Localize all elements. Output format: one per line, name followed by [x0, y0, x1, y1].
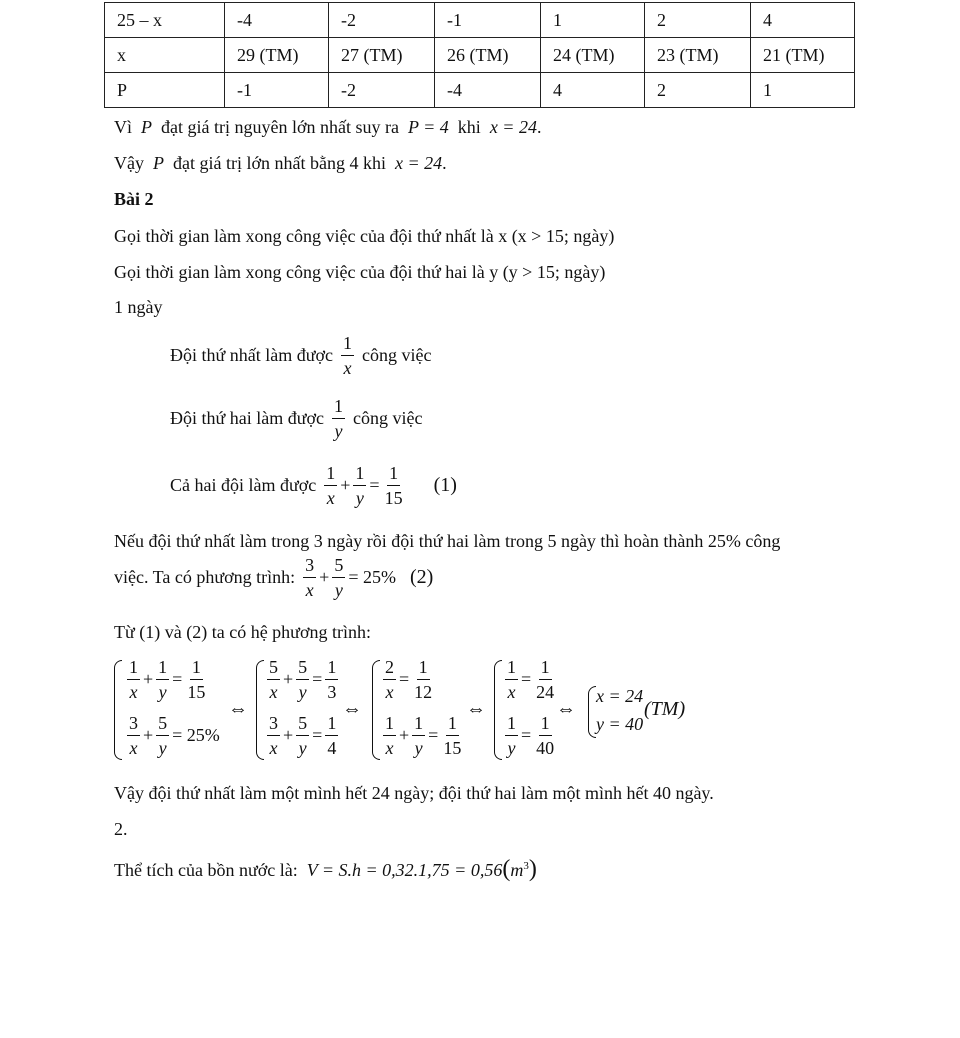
- table-cell: 27 (TM): [329, 38, 435, 73]
- fraction: $\frac{1}{y}$: [334, 396, 344, 441]
- condition-text: Nếu đội thứ nhất làm trong 3 ngày rồi đội thứ hai làm trong 5 ngày thì hoàn thành 25% công: [114, 531, 781, 551]
- table-cell: x: [105, 38, 225, 73]
- text: đạt giá trị nguyên lớn nhất suy ra: [161, 117, 399, 137]
- table-cell: -2: [329, 73, 435, 108]
- fraction: $\frac{3}{x}$: [305, 555, 315, 600]
- var-p: P: [141, 117, 152, 137]
- expr: x = 24: [394, 153, 443, 173]
- text: = 25%: [348, 567, 396, 587]
- table-row: [105, 38, 855, 73]
- one-day: 1 ngày: [114, 297, 163, 317]
- fraction: $\frac{1}{15}$: [384, 463, 403, 508]
- table-cell: 2: [645, 3, 751, 38]
- fraction: $\frac{1}{x}$: [129, 657, 138, 702]
- table-row: [105, 73, 855, 108]
- table-cell: 1: [751, 73, 855, 108]
- fraction: $\frac{3}{x}$: [129, 713, 138, 758]
- table-cell: 4: [541, 73, 645, 108]
- fraction: $\frac{2}{x}$: [385, 657, 394, 702]
- table-cell: 23 (TM): [645, 38, 751, 73]
- define-x: Gọi thời gian làm xong công việc của đội thứ nhất là x (x > 15; ngày): [114, 226, 615, 246]
- table-cell: -2: [329, 3, 435, 38]
- fraction: $\frac{1}{y}$: [158, 657, 168, 702]
- solution-y: y = 40: [596, 714, 644, 734]
- final-answer: Vậy đội thứ nhất làm một mình hết 24 ngày; đội thứ hai làm một mình hết 40 ngày.: [114, 783, 714, 803]
- fraction: $\frac{1}{x}$: [507, 657, 516, 702]
- conclusion-line-1: Vì P đạt giá trị nguyên lớn nhất suy ra P = 4 khi x = 24.: [114, 117, 542, 137]
- system4-eq2: $\frac{1}{y}$ = $\frac{1}{40}$: [507, 713, 555, 758]
- var-p: P: [153, 153, 164, 173]
- unit-exponent: 3: [523, 860, 529, 872]
- equation-systems: [114, 658, 954, 768]
- expr: x = 24: [489, 117, 537, 137]
- conclusion-line-2: Vậy P đạt giá trị lớn nhất bằng 4 khi x = 24.: [114, 153, 447, 173]
- table-cell: 2: [645, 73, 751, 108]
- equivalence-arrow-icon: ⇔: [466, 698, 486, 720]
- unit: m: [510, 860, 524, 880]
- text: đạt giá trị lớn nhất bằng 4 khi: [173, 153, 386, 173]
- table-cell: 24 (TM): [541, 38, 645, 73]
- text: việc. Ta có phương trình:: [114, 567, 296, 587]
- part-2-label: 2.: [114, 819, 128, 839]
- table-cell: P: [105, 73, 225, 108]
- both-teams-rate: Cả hai đội làm được $\frac{1}{x}$ + $\frac{1}{y}$ = $\frac{1}{15}$ (1): [170, 463, 457, 508]
- brace: [114, 660, 122, 760]
- table-cell: -1: [225, 73, 329, 108]
- fraction: $\frac{1}{x}$: [343, 333, 353, 378]
- table-row: [105, 3, 855, 38]
- brace: [588, 686, 596, 738]
- expr: P = 4: [407, 117, 449, 137]
- fraction: $\frac{3}{x}$: [269, 713, 278, 758]
- brace: [494, 660, 502, 760]
- text: Cả hai đội làm được: [170, 475, 317, 495]
- text: công việc: [362, 345, 432, 365]
- text: Đội thứ nhất làm được: [170, 345, 334, 365]
- equation-label: (2): [409, 566, 434, 588]
- fraction: $\frac{5}{y}$: [298, 713, 308, 758]
- fraction: $\frac{5}{x}$: [269, 657, 278, 702]
- volume-expression: V = S.h = 0,32.1,75 = 0,56: [306, 860, 503, 880]
- brace: [256, 660, 264, 760]
- equivalence-arrow-icon: ⇔: [556, 698, 576, 720]
- table-cell: 29 (TM): [225, 38, 329, 73]
- text: Vậy: [114, 153, 144, 173]
- table-cell: -1: [435, 3, 541, 38]
- valid-mark: (TM): [644, 698, 686, 720]
- system2-eq1: $\frac{5}{x}$ + $\frac{5}{y}$ = $\frac{1}{3}$: [269, 657, 337, 702]
- fraction: $\frac{1}{y}$: [414, 713, 424, 758]
- system-intro: Từ (1) và (2) ta có hệ phương trình:: [114, 622, 371, 642]
- fraction: $\frac{1}{x}$: [385, 713, 394, 758]
- text: Vì: [114, 117, 132, 137]
- fraction: $\frac{1}{15}$: [443, 713, 462, 758]
- text: công việc: [353, 408, 423, 428]
- team1-rate: [170, 334, 431, 377]
- equation-2: việc. Ta có phương trình: $\frac{3}{x}$ + $\frac{5}{y}$ = 25% (2): [114, 555, 434, 600]
- table-cell: -4: [435, 73, 541, 108]
- text: khi: [457, 117, 481, 137]
- table-cell: -4: [225, 3, 329, 38]
- equation-label: (1): [433, 474, 457, 496]
- fraction: $\frac{1}{40}$: [536, 713, 555, 758]
- system1-eq1: $\frac{1}{x}$ + $\frac{1}{y}$ = $\frac{1}{15}$: [129, 657, 206, 702]
- fraction: $\frac{5}{y}$: [334, 555, 344, 600]
- equivalence-arrow-icon: ⇔: [342, 698, 362, 720]
- volume-line: Thể tích của bồn nước là: $V = S.h = 0,32.1,75 = 0,56(m^3)$: [114, 856, 537, 882]
- equivalence-arrow-icon: ⇔: [228, 698, 248, 720]
- fraction: $\frac{1}{3}$: [327, 657, 337, 702]
- text: Thể tích của bồn nước là:: [114, 860, 298, 880]
- define-y: Gọi thời gian làm xong công việc của đội thứ hai là y (y > 15; ngày): [114, 262, 606, 282]
- system3-eq2: $\frac{1}{x}$ + $\frac{1}{y}$ = $\frac{1}{15}$: [385, 713, 462, 758]
- fraction: $\frac{1}{x}$: [326, 463, 336, 508]
- fraction: $\frac{1}{y}$: [507, 713, 516, 758]
- system3-eq1: $\frac{2}{x}$ = $\frac{1}{12}$: [385, 657, 433, 702]
- table-cell: 4: [751, 3, 855, 38]
- system1-eq2: $\frac{3}{x}$ + $\frac{5}{y}$ = 25%: [129, 713, 220, 758]
- fraction: $\frac{1}{y}$: [355, 463, 365, 508]
- table-cell: 25 – x: [105, 3, 225, 38]
- text: Đội thứ hai làm được: [170, 408, 325, 428]
- table-cell: 1: [541, 3, 645, 38]
- section-title: Bài 2: [114, 189, 154, 209]
- fraction: $\frac{1}{4}$: [327, 713, 337, 758]
- system4-eq1: $\frac{1}{x}$ = $\frac{1}{24}$: [507, 657, 555, 702]
- fraction: $\frac{1}{15}$: [187, 657, 206, 702]
- team2-rate: [170, 397, 422, 440]
- solution-x: x = 24: [596, 686, 644, 706]
- system2-eq2: $\frac{3}{x}$ + $\frac{5}{y}$ = $\frac{1}{4}$: [269, 713, 337, 758]
- fraction: $\frac{1}{24}$: [536, 657, 555, 702]
- fraction: $\frac{1}{12}$: [414, 657, 433, 702]
- text: = 25%: [172, 725, 220, 745]
- fraction: $\frac{5}{y}$: [298, 657, 308, 702]
- fraction: $\frac{5}{y}$: [158, 713, 168, 758]
- table-cell: 26 (TM): [435, 38, 541, 73]
- brace: [372, 660, 380, 760]
- value-table: [104, 2, 855, 108]
- table-cell: 21 (TM): [751, 38, 855, 73]
